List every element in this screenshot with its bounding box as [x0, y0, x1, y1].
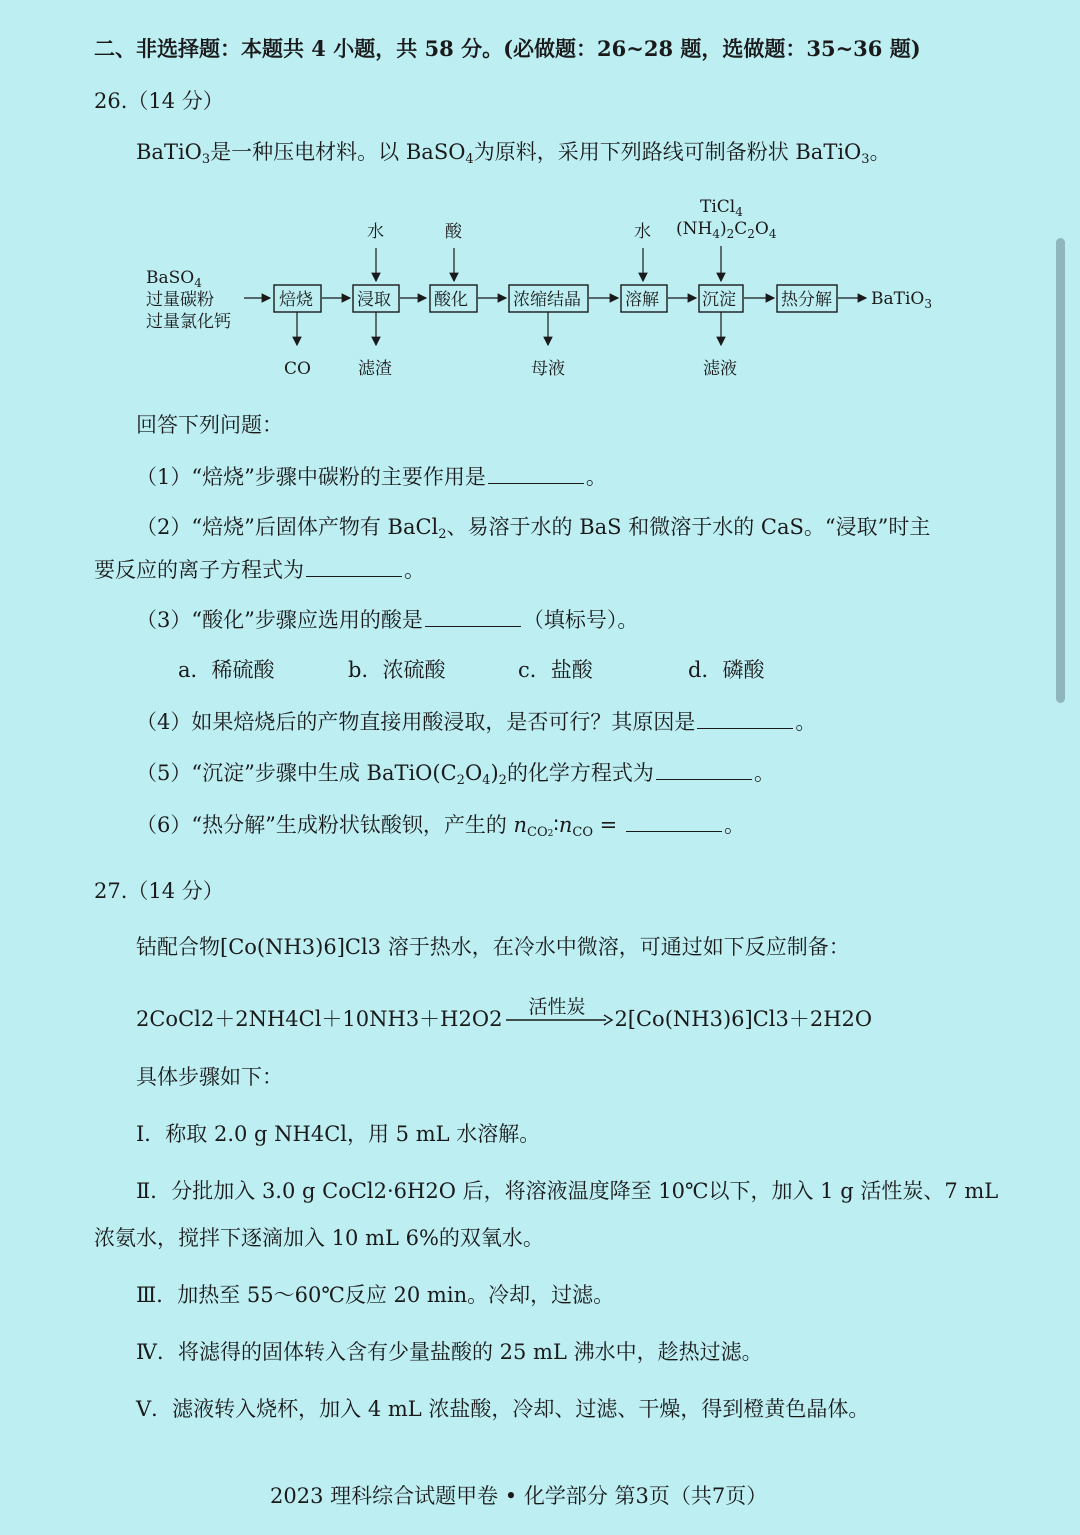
option-a[interactable]: a．稀硫酸: [178, 658, 275, 682]
sub-question-6: （6）“热分解”生成粉状钛酸钡，产生的 $n_{CO2}∶n_{CO}$ = 。: [136, 809, 745, 840]
option-c[interactable]: c．盐酸: [518, 658, 593, 682]
answer-blank-2[interactable]: [306, 554, 402, 577]
step-1: Ⅰ．称取 2.0 g NH4Cl，用 5 mL 水溶解。: [136, 1122, 541, 1146]
steps-title: 具体步骤如下：: [136, 1065, 283, 1089]
input-cacl2: 过量氯化钙: [146, 312, 231, 332]
reagent-ticl4: TiCl$_4$: [700, 197, 743, 219]
input-carbon: 过量碳粉: [146, 290, 214, 310]
page-footer: 2023 理科综合试题甲卷 • 化学部分 第3页（共7页）: [270, 1484, 768, 1508]
equation-left: 2CoCl2＋2NH4Cl＋10NH3＋H2O2: [136, 1007, 503, 1031]
step-3: Ⅲ．加热至 55～60℃反应 20 min。冷却，过滤。: [136, 1283, 615, 1307]
answer-blank-4[interactable]: [697, 706, 793, 729]
question-27-intro: 钴配合物[Co(NH3)6]Cl3 溶于热水，在冷水中微溶，可通过如下反应制备：: [136, 935, 850, 959]
option-d[interactable]: d．磷酸: [688, 658, 765, 682]
sub-question-4: （4）如果焙烧后的产物直接用酸浸取，是否可行？其原因是 。: [136, 706, 816, 737]
catalyst-label: 活性炭: [528, 996, 586, 1018]
step-concentrate: [509, 285, 588, 312]
svg-text:酸化: 酸化: [434, 290, 468, 310]
question-26-intro: BaTiO$_3$是一种压电材料。以 BaSO$_4$为原料，采用下列路线可制备粉状 BaTiO$_3$。: [136, 140, 891, 167]
reagent-acid: 酸: [445, 222, 462, 242]
reaction-arrow: [502, 996, 614, 1034]
answer-blank-3[interactable]: [425, 604, 521, 627]
reaction-equation: [136, 996, 873, 1034]
equation-right: 2[Co(NH3)6]Cl3＋2H2O: [614, 1007, 873, 1031]
reagent-water-1: 水: [367, 222, 384, 242]
sub-question-2: （2）“焙烧”后固体产物有 BaCl$_2$、易溶于水的 BaS 和微溶于水的 CaS。“浸取”时主: [136, 515, 931, 542]
byproduct-residue: 滤渣: [358, 359, 392, 379]
byproduct-mother-liquor: 母液: [531, 359, 565, 379]
svg-text:热分解: 热分解: [781, 290, 832, 310]
svg-text:溶解: 溶解: [625, 290, 659, 310]
step-2: Ⅱ．分批加入 3.0 g CoCl2·6H2O 后，将溶液温度降至 10℃以下，加入 1 g 活性炭、7 mL: [136, 1179, 999, 1203]
answer-blank-5[interactable]: [656, 757, 752, 780]
svg-text:浸取: 浸取: [357, 290, 391, 310]
answer-blank-6[interactable]: [626, 809, 722, 832]
sub-question-3-options: [178, 655, 764, 685]
question-27-number: 27.（14 分）: [94, 879, 224, 903]
step-4: Ⅳ．将滤得的固体转入含有少量盐酸的 25 mL 沸水中，趁热过滤。: [136, 1340, 763, 1364]
answer-blank-1[interactable]: [488, 461, 584, 484]
svg-text:沉淀: 沉淀: [702, 290, 736, 310]
process-flowchart: [0, 190, 1000, 390]
step-dissolve: [621, 285, 667, 312]
option-b[interactable]: b．浓硫酸: [348, 658, 446, 682]
input-baso4: BaSO$_4$: [146, 268, 202, 290]
sub-question-3: （3）“酸化”步骤应选用的酸是 （填标号）。: [136, 604, 638, 635]
sub-question-1: （1）“焙烧”步骤中碳粉的主要作用是 。: [136, 461, 607, 492]
scrollbar[interactable]: [1056, 238, 1065, 703]
step-precipitate: [699, 285, 743, 312]
sub-question-2-cont: 要反应的离子方程式为 。: [94, 554, 425, 585]
answer-prompt: 回答下列问题：: [136, 413, 283, 437]
step-roast: [274, 285, 321, 312]
reagent-water-2: 水: [634, 222, 651, 242]
svg-text:浓缩结晶: 浓缩结晶: [513, 290, 581, 310]
byproduct-filtrate: 滤液: [703, 359, 737, 379]
svg-text:焙烧: 焙烧: [279, 290, 313, 310]
step-acidify: [430, 285, 477, 312]
section-header: 二、非选择题：本题共 4 小题，共 58 分。(必做题：26~28 题，选做题：35~36 题): [94, 36, 921, 61]
question-26-number: 26.（14 分）: [94, 89, 224, 113]
product-batio3: BaTiO$_3$: [871, 289, 932, 311]
sub-question-5: （5）“沉淀”步骤中生成 $BaTiO(C_2O_4)_2$的化学方程式为 。: [136, 757, 775, 788]
step-leach: [353, 285, 399, 312]
step-2-cont: 浓氨水，搅拌下逐滴加入 10 mL 6%的双氧水。: [94, 1226, 544, 1250]
step-5: Ⅴ．滤液转入烧杯，加入 4 mL 浓盐酸，冷却、过滤、干燥，得到橙黄色晶体。: [136, 1397, 870, 1421]
byproduct-co: CO: [284, 359, 311, 379]
reagent-ammonium-oxalate: $(NH_4)_2C_2O_4$: [676, 219, 777, 241]
step-decompose: [777, 285, 837, 312]
